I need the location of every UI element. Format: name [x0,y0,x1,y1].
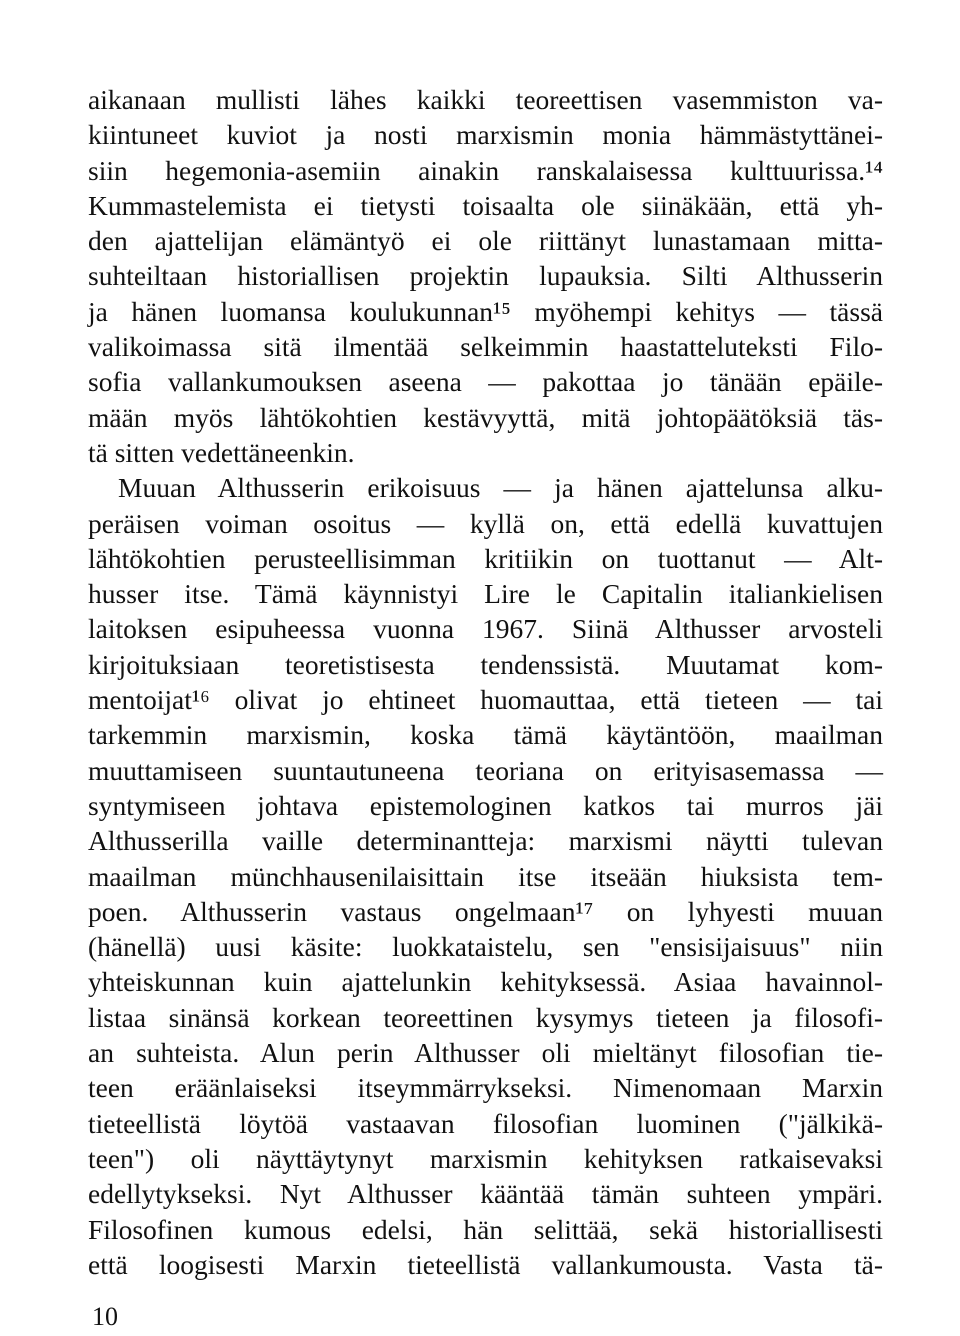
text-line: yhteiskunnan kuin ajattelunkin kehityksessä. Asiaa havainnol- [88,966,883,998]
text-line: muuttamiseen suuntautuneena teoriana on erityisasemassa — [88,754,883,786]
text-line: laitoksen esipuheessa vuonna 1967. Siinä Althusser arvosteli [88,613,883,645]
text-line: että loogisesti Marxin tieteellistä vallankumousta. Vasta tä- [88,1248,883,1280]
text-line: siin hegemonia-asemiin ainakin ranskalaisessa kulttuurissa.¹⁴ [88,154,883,186]
text-line: suhteiltaan historiallisen projektin lupauksia. Silti Althusserin [88,260,883,292]
text-line: mään myös lähtökohtien kestävyyttä, mitä johtopäätöksiä täs- [88,401,883,433]
text-line: Kummastelemista ei tietysti toisaalta ole siinäkään, että yh- [88,189,883,221]
text-line: husser itse. Tämä käynnistyi Lire le Capitalin italiankielisen [88,578,883,610]
text-line: teen eräänlaiseksi itseymmärrykseksi. Nimenomaan Marxin [88,1072,883,1104]
text-line: listaa sinänsä korkean teoreettinen kysymys tieteen ja filosofi- [88,1001,883,1033]
text-line: ja hänen luomansa koulukunnan¹⁵ myöhempi kehitys — tässä [88,295,883,327]
text-line: den ajattelijan elämäntyö ei ole riittänyt lunastamaan mitta- [88,225,883,257]
page-number: 10 [92,1302,118,1331]
text-line: peräisen voiman osoitus — kyllä on, että edellä kuvattujen [88,507,883,539]
text-line: Muuan Althusserin erikoisuus — ja hänen ajattelunsa alku- [118,472,883,504]
text-line: (hänellä) uusi käsite: luokkataistelu, sen "ensisijaisuus" niin [88,931,883,963]
text-line: kiintuneet kuviot ja nosti marxismin monia hämmästyttänei- [88,119,883,151]
text-line: Althusserilla vaille determinantteja: marxismi näytti tulevan [88,825,883,857]
text-line: Filosofinen kumous edelsi, hän selittää, sekä historiallisesti [88,1213,883,1245]
text-line: aikanaan mullisti lähes kaikki teoreettisen vasemmiston va- [88,84,883,115]
text-line: tarkemmin marxismin, koska tämä käytäntöön, maailman [88,719,883,751]
text-line: edellytykseksi. Nyt Althusser kääntää tämän suhteen ympäri. [88,1178,883,1210]
text-line: poen. Althusserin vastaus ongelmaan¹⁷ on lyhyesti muuan [88,895,883,927]
page-body [88,82,883,1282]
text-line: syntymiseen johtava epistemologinen katkos tai murros jäi [88,789,883,821]
text-line: valikoimassa sitä ilmentää selkeimmin haastatteluteksti Filo- [88,331,883,363]
text-line: lähtökohtien perusteellisimman kritiikin on tuottanut — Alt- [88,542,883,574]
text-line: maailman münchhausenilaisittain itse itseään hiuksista tem- [88,860,883,892]
text-line: teen") oli näyttäytynyt marxismin kehityksen ratkaisevaksi [88,1142,883,1174]
text-line: an suhteista. Alun perin Althusser oli mieltänyt filosofian tie- [88,1037,883,1069]
text-line: tä sitten vedettäneenkin. [88,436,355,468]
text-line: kirjoituksiaan teoretistisesta tendenssistä. Muutamat kom- [88,648,883,680]
text-line: sofia vallankumouksen aseena — pakottaa jo tänään epäile- [88,366,883,398]
text-line: tieteellistä löytöä vastaavan filosofian luominen ("jälkikä- [88,1107,883,1139]
text-line: mentoijat¹⁶ olivat jo ehtineet huomauttaa, että tieteen — tai [88,684,883,716]
